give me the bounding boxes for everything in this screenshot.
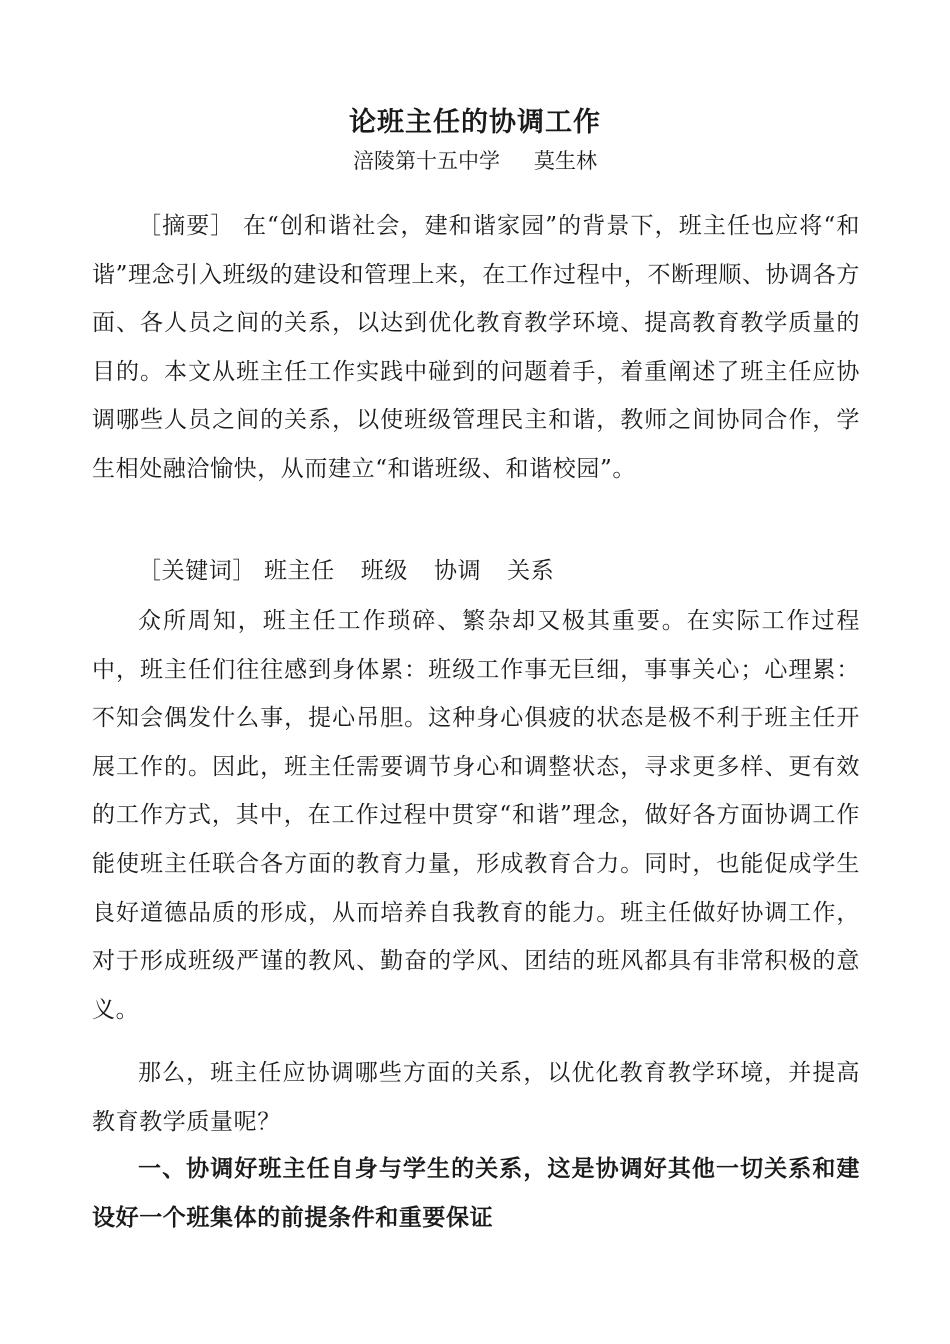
abstract-section [92, 202, 860, 494]
body-paragraph-2 [92, 1049, 860, 1146]
keyword-item: 协调 [433, 558, 482, 584]
document-title: 论班主任的协调工作 [349, 107, 601, 138]
keywords-paragraph [92, 547, 860, 596]
keywords-open-bracket: ［ [138, 558, 162, 584]
keyword-item: 班主任 [263, 558, 335, 584]
section-heading [92, 1145, 860, 1242]
keyword-item: 关系 [507, 558, 555, 584]
author-byline [0, 145, 950, 177]
keywords-close-bracket: ］ [232, 558, 257, 584]
author-school: 涪陵第十五中学 [353, 149, 500, 173]
keywords-section [92, 547, 860, 596]
abstract-text: 在“创和谐社会，建和谐家园”的背景下，班主任也应将“和谐”理念引入班级的建设和管理上来，在工作过程中，不断理顺、协调各方面、各人员之间的关系，以达到优化教育教学环境、提高教育教学质量的目的。本文从班主任工作实践中碰到的问题着手，着重阐述了班主任应协调哪些人员之间的关系，以使班级管理民主和谐，教师之间协同合作，学生相处融洽愉快，从而建立“和谐班级、和谐校园”。 [92, 213, 860, 482]
paragraph-text: 众所周知，班主任工作琐碎、繁杂却又极其重要。在实际工作过程中，班主任们往往感到身体累：班级工作事无巨细，事事关心；心理累：不知会偶发什么事，提心吊胆。这种身心俱疲的状态是极不利于班主任开展工作的。因此，班主任需要调节身心和调整状态，寻求更多样、更有效的工作方式，其中，在工作过程中贯穿“和谐”理念，做好各方面协调工作能使班主任联合各方面的教育力量，形成教育合力。同时，也能促成学生良好道德品质的形成，从而培养自我教育的能力。班主任做好协调工作，对于形成班级严谨的教风、勤奋的学风、团结的班风都具有非常积极的意义。 [92, 608, 860, 1023]
abstract-label: 摘要 [162, 213, 211, 239]
abstract-paragraph [92, 202, 860, 494]
paragraph-text: 那么，班主任应协调哪些方面的关系，以优化教育教学环境，并提高教育教学质量呢？ [92, 1060, 860, 1135]
author-name: 莫生林 [534, 149, 597, 173]
section-heading-text: 一、协调好班主任自身与学生的关系，这是协调好其他一切关系和建设好一个班集体的前提条件和重要保证 [92, 1156, 860, 1231]
abstract-close-bracket: ］ [210, 213, 235, 239]
keyword-item: 班级 [360, 558, 408, 584]
keywords-label: 关键词 [161, 558, 233, 584]
abstract-open-bracket: ［ [138, 213, 163, 239]
body-paragraph-1 [92, 597, 860, 1034]
